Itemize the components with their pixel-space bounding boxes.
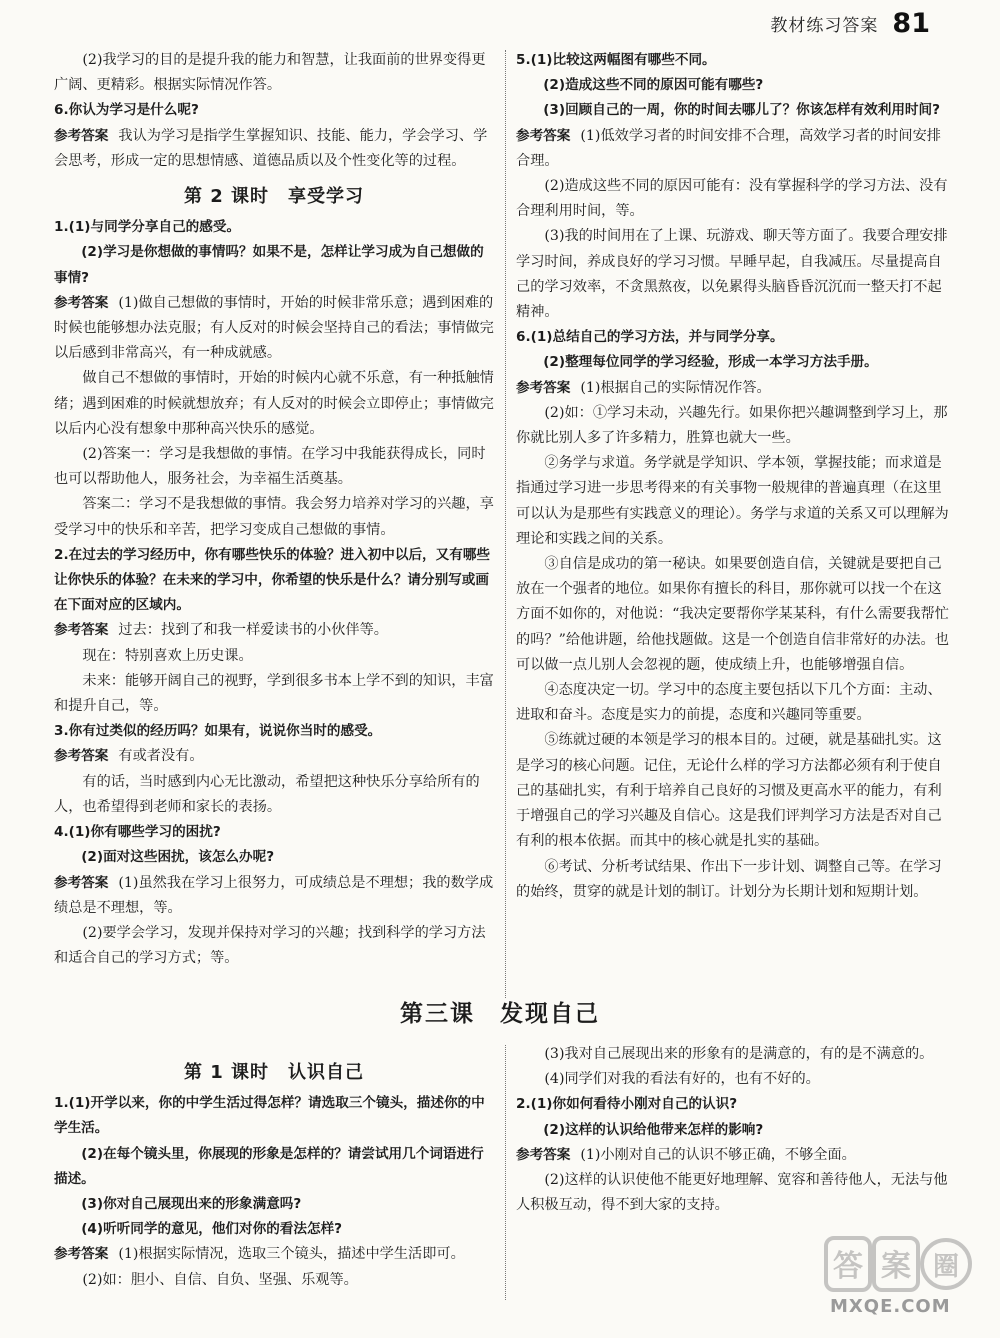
paragraph: 未来：能够开阔自己的视野，学到很多书本上学不到的知识，丰富和提升自己，等。 xyxy=(54,672,494,715)
paragraph: (4)同学们对我的看法有好的，也有不好的。 xyxy=(544,1071,820,1088)
answer-text: (1)根据自己的实际情况作答。 xyxy=(580,379,771,396)
answer-text: 我认为学习是指学生掌握知识、技能、能力，学会学习、学会思考，形成一定的思想情感、道德品质以及个性变化等的过程。 xyxy=(54,127,488,169)
question: 6.(1)总结自己的学习方法，并与同学分享。 xyxy=(516,329,784,346)
lesson-title: 第 1 课时 认识自己 xyxy=(183,1062,365,1083)
answer-label: 参考答案 xyxy=(516,1146,571,1163)
question: 4.(1)你有哪些学习的困扰? xyxy=(54,824,221,841)
paragraph: ④态度决定一切。学习中的态度主要包括以下几个方面：主动、进取和奋斗。态度是实力的前提，态度和兴趣同等重要。 xyxy=(516,682,942,724)
question: (2)这样的认识给他带来怎样的影响? xyxy=(543,1121,764,1138)
question: (3)你对自己展现出来的形象满意吗? xyxy=(81,1196,302,1213)
question: 3.你有过类似的经历吗？如果有，说说你当时的感受。 xyxy=(54,723,382,740)
reference-answer xyxy=(54,124,494,174)
reference-answer xyxy=(516,1143,950,1168)
question: (2)在每个镜头里，你展现的形象是怎样的？请尝试用几个词语进行描述。 xyxy=(54,1145,484,1187)
paragraph: ⑤练就过硬的本领是学习的根本目的。过硬，就是基础扎实。这是学习的核心问题。记住，无论什么样的学习方法都必须有利于使自己的基础扎实，有利于培养自己良好的习惯及更高水平的能力，有利于增强自己的学习兴趣及自信心。这是我们评判学习方法是否对自己有利的根本依据。而其中的核心就是扎实的基础。 xyxy=(516,732,942,850)
reference-answer xyxy=(54,744,494,769)
paragraph: (3)我的时间用在了上课、玩游戏、聊天等方面了。我要合理安排学习时间，养成良好的学习习惯。早睡早起，自我减压。尽量提高自己的学习效率，不贪黑熬夜，以免累得头脑昏昏沉沉而一整天打不起精神。 xyxy=(516,228,948,321)
watermark-glyph-3: 圈 xyxy=(932,1252,960,1282)
reference-answer xyxy=(54,1242,494,1267)
paragraph: (2)要学会学习，发现并保持对学习的兴趣；找到科学的学习方法和适合自己的学习方式；等。 xyxy=(54,924,486,967)
lesson-title: 第 2 课时 享受学习 xyxy=(183,186,365,208)
answer-label: 参考答案 xyxy=(54,622,109,639)
answer-label: 参考答案 xyxy=(516,127,571,144)
question: (4)听听同学的意见，他们对你的看法怎样? xyxy=(81,1221,343,1238)
paragraph: (2)这样的认识使他不能更好地理解、宽容和善待他人，无法与他人积极互动，得不到大家的支持。 xyxy=(516,1172,948,1214)
paragraph: 答案二：学习不是我想做的事情。我会努力培养对学习的兴趣，享受学习中的快乐和辛苦，把学习变成自己想做的事情。 xyxy=(54,496,494,538)
answer-label: 参考答案 xyxy=(516,379,571,396)
answer-text: (1)根据实际情况，选取三个镜头，描述中学生活即可。 xyxy=(118,1246,465,1263)
answer-label: 参考答案 xyxy=(54,127,109,144)
right-column-bottom xyxy=(516,1042,950,1242)
right-column-top xyxy=(516,48,950,958)
question: 5.(1)比较这两幅图有哪些不同。 xyxy=(516,52,716,68)
question: 2.(1)你如何看待小刚对自己的认识? xyxy=(516,1096,738,1113)
answer-text: (1)虽然我在学习上很努力，可成绩总是不理想；我的数学成绩总是不理想，等。 xyxy=(54,874,494,916)
answer-text: (1)低效学习者的时间安排不合理，高效学习者的时间安排合理。 xyxy=(516,127,941,169)
paragraph: (2)答案一：学习是我想做的事情。在学习中我能获得成长，同时也可以帮助他人，服务社会，为幸福生活奠基。 xyxy=(54,446,486,488)
watermark-text: MXQE.COM xyxy=(830,1296,951,1317)
answer-label: 参考答案 xyxy=(54,294,109,311)
answer-text: (1)做自己想做的事情时，开始的时候非常乐意；遇到困难的时候也能够想办法克服；有人反对的时候会坚持自己的看法；事情做完以后感到非常高兴，有一种成就感。 xyxy=(54,294,494,362)
watermark-glyph-1: 答 xyxy=(833,1249,863,1284)
paragraph: (2)如：①学习未动，兴趣先行。如果你把兴趣调整到学习上，那你就比别人多了许多精力，胜算也就大一些。 xyxy=(516,404,948,447)
question: 1.(1)开学以来，你的中学生活过得怎样？请选取三个镜头，描述你的中学生活。 xyxy=(54,1095,485,1137)
answer-text: 过去：找到了和我一样爱读书的小伙伴等。 xyxy=(118,622,388,639)
left-column-bottom xyxy=(54,1050,494,1310)
paragraph: 做自己不想做的事情时，开始的时候内心就不乐意，有一种抵触情绪；遇到困难的时候就想放弃；有人反对的时候会立即停止；事情做完以后内心没有想象中那种高兴快乐的感觉。 xyxy=(54,370,494,437)
page-header xyxy=(770,6,930,40)
paragraph: (2)造成这些不同的原因可能有：没有掌握科学的学习方法、没有合理利用时间，等。 xyxy=(516,178,948,220)
answer-label: 参考答案 xyxy=(54,874,109,891)
paragraph: (2)如：胆小、自信、自负、坚强、乐观等。 xyxy=(82,1271,358,1288)
column-divider xyxy=(505,50,506,998)
reference-answer xyxy=(54,618,494,643)
unit-title: 第三课 发现自己 xyxy=(400,1001,600,1027)
question: (2)学习是你想做的事情吗？如果不是，怎样让学习成为自己想做的事情? xyxy=(54,244,484,286)
question: 1.(1)与同学分享自己的感受。 xyxy=(54,219,241,236)
reference-answer xyxy=(516,124,950,174)
paragraph: (3)我对自己展现出来的形象有的是满意的，有的是不满意的。 xyxy=(544,1046,934,1062)
answer-text: (1)小刚对自己的认识不够正确，不够全面。 xyxy=(580,1146,856,1163)
question: (2)造成这些不同的原因可能有哪些? xyxy=(543,77,764,94)
paragraph: ③自信是成功的第一秘诀。如果要创造自信，关键就是要把自己放在一个强者的地位。如果你有擅长的科目，那你就可以找一个在这方面不如你的，对他说：“我决定要帮你学某某科，有什么需要我帮忙的吗？”给他讲题，给他找题做。这是一个创造自信非常好的办法。也可以做一点儿别人会忽视的题，使成绩上升，也能够增强自信。 xyxy=(516,556,949,673)
paragraph: (2)我学习的目的是提升我的能力和智慧，让我面前的世界变得更广阔、更精彩。根据实际情况作答。 xyxy=(54,52,486,94)
answer-label: 参考答案 xyxy=(54,1246,109,1263)
left-column-top xyxy=(54,48,494,993)
paragraph: ②务学与求道。务学就是学知识、学本领，掌握技能；而求道是指通过学习进一步思考得来的有关事物一般规律的普遍真理（在这里可以认为是那些有实践意义的理论）。务学与求道的关系又可以理解为理论和实践之间的关系。 xyxy=(516,455,949,547)
question: 6.你认为学习是什么呢? xyxy=(54,102,199,119)
answer-text: 有或者没有。 xyxy=(118,748,204,765)
reference-answer xyxy=(54,291,494,367)
header-title: 教材练习答案 xyxy=(770,15,879,36)
question: (3)回顾自己的一周，你的时间去哪儿了？你该怎样有效利用时间? xyxy=(543,102,940,119)
column-divider-bottom xyxy=(505,1045,506,1300)
paragraph: ⑥考试、分析考试结果、作出下一步计划、调整自己等。在学习的始终，贯穿的就是计划的制订。计划分为长期计划和短期计划。 xyxy=(516,858,942,900)
watermark-glyph-2: 案 xyxy=(881,1249,911,1284)
question: (2)整理每位同学的学习经验，形成一本学习方法手册。 xyxy=(543,354,878,371)
question: 2.在过去的学习经历中，你有哪些快乐的体验？进入初中以后，又有哪些让你快乐的体验？在未来的学习中，你希望的快乐是什么？请分别写或画在下面对应的区域内。 xyxy=(54,546,491,614)
answer-label: 参考答案 xyxy=(54,748,109,765)
paragraph: 有的话，当时感到内心无比激动，希望把这种快乐分享给所有的人，也希望得到老师和家长的表扬。 xyxy=(54,773,480,815)
reference-answer xyxy=(54,871,494,921)
paragraph: 现在：特别喜欢上历史课。 xyxy=(82,647,253,664)
question: (2)面对这些困扰，该怎么办呢? xyxy=(81,849,275,866)
page-number: 81 xyxy=(892,7,930,39)
reference-answer xyxy=(516,376,950,401)
